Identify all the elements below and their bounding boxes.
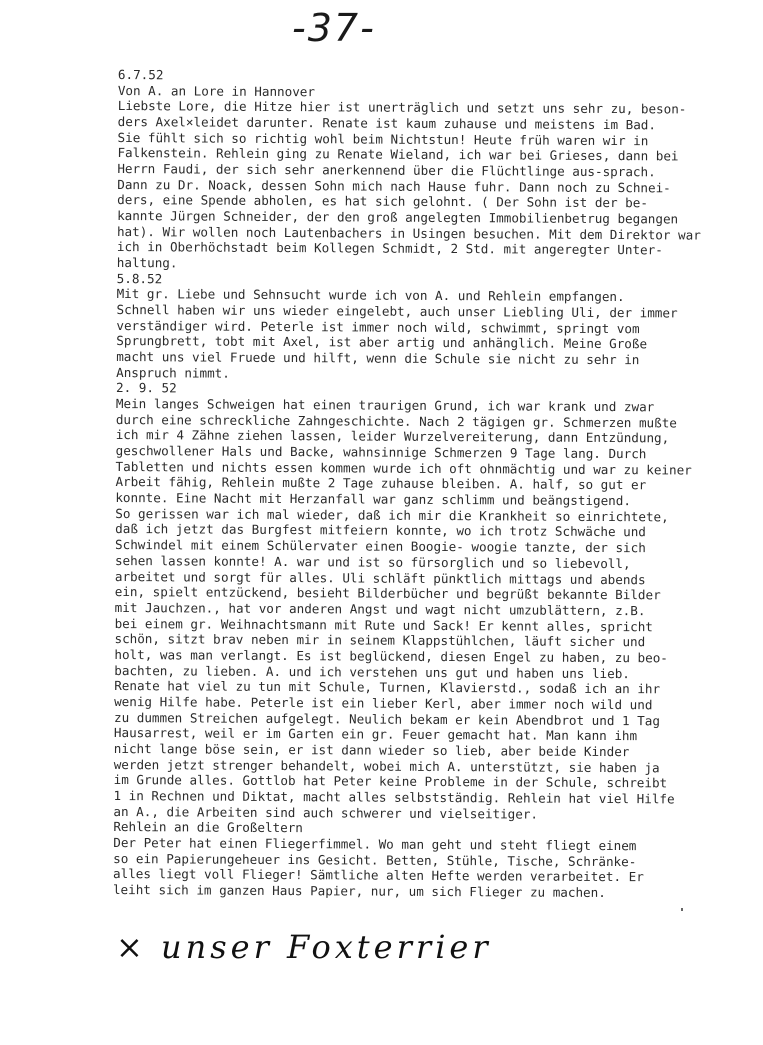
text-line: mit Jauchzen., hat vor anderen Angst und wagt nicht umzublättern, z.B. — [114, 599, 646, 619]
text-line: alles liegt voll Flieger! Sämtliche alten Hefte werden verarbeitet. Er — [113, 866, 644, 885]
text-line: im Grunde alles. Gottlob hat Peter keine Probleme in der Schule, schreibt — [113, 772, 668, 791]
text-line: bachten, zu lieben. A. und ich verstehen uns gut und haben uns lieb. — [114, 662, 630, 681]
text-line: geschwollener Hals und Backe, wahnsinnige Schmerzen 9 Tage lang. Durch — [115, 443, 647, 462]
text-line: zu dummen Streichen aufgelegt. Neulich bekam er kein Abendbrot und 1 Tag — [113, 709, 660, 728]
text-line: Von A. an Lore in Hannover — [117, 82, 316, 99]
text-line: ich in Oberhöchstadt beim Kollegen Schmidt, 2 Std. mit angeregter Unter- — [116, 239, 663, 258]
text-line: Tabletten und nichts essen kommen wurde ich oft ohnmächtig und war zu keiner — [115, 458, 692, 478]
text-line: Renate hat viel zu tun mit Schule, Turnen, Klavierstd., sodaß ich an ihr — [114, 678, 661, 697]
text-line: 6.7.52 — [117, 67, 164, 83]
text-line: Falkenstein. Rehlein ging zu Renate Wieland, ich war bei Grieses, dann bei — [117, 145, 679, 164]
text-line: Schwindel mit einem Schülervater einen Boogie- woogie tanzte, der sich — [115, 537, 646, 556]
text-line: Sie fühlt sich so richtig wohl beim Nichtstun! Heute früh waren wir in — [117, 129, 649, 148]
text-line: Rehlein an die Großeltern — [113, 819, 303, 836]
text-line: leiht sich im ganzen Haus Papier, nur, um sich Flieger zu machen. — [112, 881, 606, 900]
text-line: ein, spielt entzückend, besieht Bilderbücher und begrüßt bekannte Bilder — [114, 584, 661, 603]
text-line: Mit gr. Liebe und Sehnsucht wurde ich von A. und Rehlein empfangen. — [116, 286, 625, 305]
text-line: Mein langes Schweigen hat einen traurigen Grund, ich war krank und zwar — [115, 396, 655, 415]
text-line: verständiger wird. Peterle ist immer noch wild, schwimmt, springt vom — [116, 317, 640, 336]
text-line: 5.8.52 — [116, 270, 163, 287]
text-line: Sprungbrett, tobt mit Axel, ist aber artig und anhänglich. Meine Große — [116, 333, 648, 352]
text-line: Der Peter hat einen Fliegerfimmel. Wo man geht und steht fliegt einem — [113, 834, 637, 854]
text-line: Dann zu Dr. Noack, dessen Sohn mich nach Hause fuhr. Dann noch zu Schnei- — [117, 176, 671, 196]
text-line: ders, eine Spende abholen, es hat sich gelohnt. ( Der Sohn ist der be- — [117, 192, 648, 211]
text-line: hat). Wir wollen noch Lautenbachers in Usingen besuchen. Mit dem Direktor war — [116, 223, 701, 243]
scan-mark — [681, 908, 683, 911]
text-line: Liebste Lore, die Hitze hier ist unerträglich und setzt uns sehr zu, beson- — [117, 98, 687, 117]
page-number: -37- — [292, 6, 376, 50]
text-line: 2. 9. 52 — [115, 380, 177, 396]
text-line: bei einem gr. Weihnachtsmann mit Rute und Sack! Er kennt alles, spricht — [114, 615, 653, 634]
text-line: nicht lange böse sein, er ist dann wieder so lieb, aber beide Kinder — [113, 740, 630, 760]
handwritten-footnote: × unser Foxterrier — [116, 928, 492, 966]
text-line: So gerissen war ich mal wieder, daß ich mir die Krankheit so einrichtete, — [115, 505, 669, 525]
text-line: kannte Jürgen Schneider, der den groß angelegten Immobilienbetrug begangen — [117, 208, 679, 227]
text-line: schön, sitzt brav neben mir in seinem Klappstühlchen, läuft sicher und — [114, 631, 646, 650]
text-line: werden jetzt strenger behandelt, wobei mich A. unterstützt, sie haben ja — [113, 756, 660, 775]
text-line: Arbeit fähig, Rehlein mußte 2 Tage zuhause bleiben. A. half, so gut er — [115, 474, 647, 493]
letter-body — [112, 67, 701, 901]
text-line: ders Axel×leidet darunter. Renate ist kaum zuhause und meistens im Bad. — [117, 114, 657, 133]
text-line: ich mir 4 Zähne ziehen lassen, leider Wurzelvereiterung, dann Entzündung, — [115, 427, 670, 446]
text-line: so ein Papierungeheuer ins Gesicht. Betten, Stühle, Tische, Schränke- — [113, 850, 637, 869]
text-line: konnte. Eine Nacht mit Herzanfall war ganz schlimm und beängstigend. — [115, 490, 631, 509]
text-line: Schnell haben wir uns wieder eingelebt, auch unser Liebling Uli, der immer — [116, 302, 678, 321]
text-line: Anspruch nimmt. — [116, 364, 230, 381]
text-line: macht uns viel Fruede und hilft, wenn die Schule sie nicht zu sehr in — [116, 349, 640, 368]
text-line: durch eine schreckliche Zahngeschichte. Nach 2 tägigen gr. Schmerzen mußte — [115, 411, 677, 431]
text-line: Herrn Faudi, der sich sehr anerkennend über die Flüchtlinge aus-sprach. — [117, 161, 656, 180]
text-line: an A., die Arbeiten sind auch schwerer und vielseitiger. — [113, 803, 539, 822]
text-line: 1 in Rechnen und Diktat, macht alles selbstständig. Rehlein hat viel Hilfe — [113, 787, 675, 807]
text-line: arbeitet und sorgt für alles. Uli schläft pünktlich mittags und abends — [114, 568, 646, 587]
text-line: sehen lassen konnte! A. war und ist so fürsorglich und so liebevoll, — [114, 552, 631, 571]
text-line: Hausarrest, weil er im Garten ein gr. Feuer gemacht hat. Man kann ihm — [113, 725, 638, 744]
text-line: daß ich jetzt das Burgfest mitfeiern konnte, wo ich trotz Schwäche und — [115, 521, 646, 540]
text-line: haltung. — [116, 255, 178, 271]
text-line: holt, was man verlangt. Es ist beglückend, diesen Engel zu haben, zu beo- — [114, 646, 668, 666]
text-line: wenig Hilfe habe. Peterle ist ein lieber Kerl, aber immer noch wild und — [114, 693, 653, 713]
